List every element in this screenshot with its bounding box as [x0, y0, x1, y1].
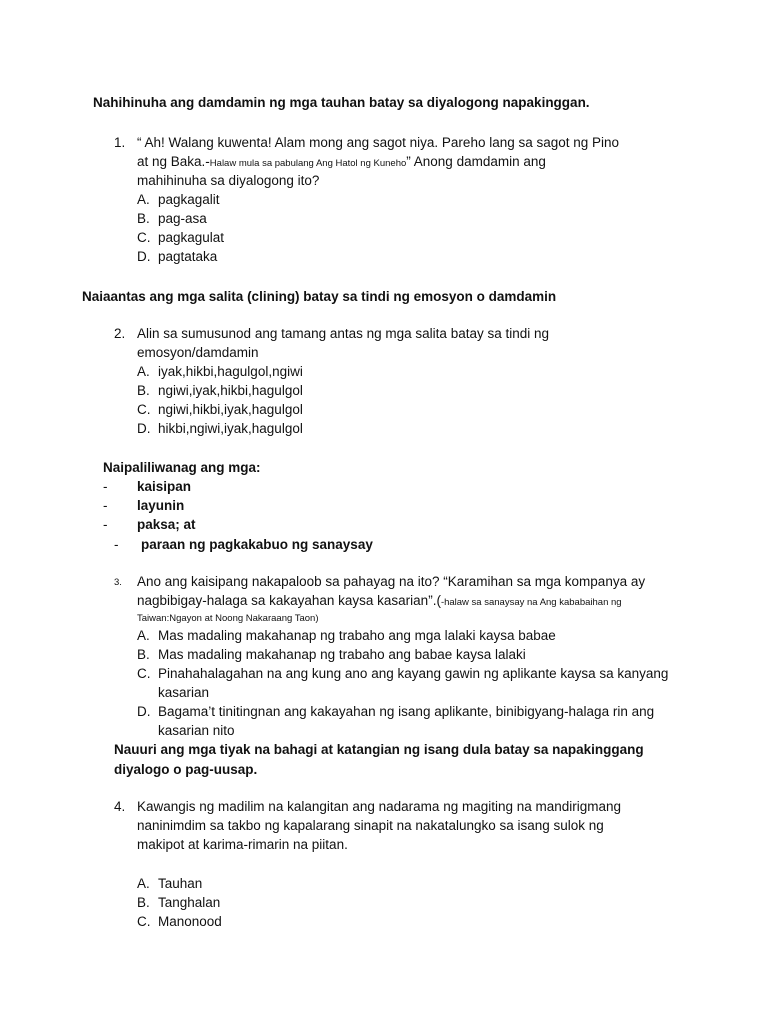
option-text: pagtataka	[158, 249, 218, 264]
option-letter: C.	[137, 402, 151, 417]
question-1-source: Halaw mula sa pabulang Ang Hatol ng Kuneho	[209, 158, 407, 169]
option-text: ngiwi,hikbi,iyak,hagulgol	[158, 402, 303, 417]
option-text-continued: kasarian	[158, 685, 210, 700]
section-heading-2: Naiaantas ang mga salita (clining) batay sa tindi ng emosyon o damdamin	[82, 289, 557, 304]
option-text: iyak,hikbi,hagulgol,ngiwi	[158, 364, 303, 379]
bullet-text: layunin	[137, 498, 185, 513]
option-letter: C.	[137, 666, 151, 681]
question-1-line-2b: ” Anong damdamin ang	[406, 154, 546, 169]
bullet-dash: -	[103, 517, 108, 532]
bullet-dash: -	[103, 498, 108, 513]
option-letter: B.	[137, 647, 150, 662]
option-text: Bagama’t tinitingnan ang kakayahan ng isang aplikante, binibigyang-halaga rin ang	[158, 704, 655, 719]
question-1-line-3: mahihinuha sa diyalogong ito?	[137, 173, 320, 188]
option-text: pagkagulat	[158, 230, 225, 245]
option-letter: B.	[137, 895, 150, 910]
option-letter: C.	[137, 230, 151, 245]
option-letter: D.	[137, 421, 151, 436]
question-3-source-line-2: Taiwan:Ngayon at Noong Nakaraang Taon)	[137, 613, 319, 624]
question-2-line-1: Alin sa sumusunod ang tamang antas ng mga salita batay sa tindi ng	[137, 326, 550, 341]
question-3-line-2	[137, 593, 622, 608]
option-letter: B.	[137, 383, 150, 398]
question-4-number: 4.	[114, 799, 126, 814]
option-letter: D.	[137, 704, 151, 719]
option-text: Manonood	[158, 914, 222, 929]
section-heading-4-line-1: Nauuri ang mga tiyak na bahagi at katangian ng isang dula batay sa napakinggang	[114, 742, 644, 757]
question-4-line-1: Kawangis ng madilim na kalangitan ang nadarama ng magiting na mandirigmang	[137, 799, 622, 814]
question-2-line-2: emosyon/damdamin	[137, 345, 259, 360]
question-1-line-2	[137, 154, 546, 169]
option-text: ngiwi,iyak,hikbi,hagulgol	[158, 383, 303, 398]
option-letter: A.	[137, 876, 150, 891]
section-heading-1: Nahihinuha ang damdamin ng mga tauhan batay sa diyalogong napakinggan.	[93, 95, 590, 110]
section-heading-4-line-2: diyalogo o pag-uusap.	[114, 762, 258, 777]
question-4-line-2: naninimdim sa takbo ng kapalarang sinapit na nakatalungko sa isang sulok ng	[137, 818, 604, 833]
question-1-number: 1.	[114, 135, 126, 150]
option-letter: B.	[137, 211, 150, 226]
option-text: Pinahahalagahan na ang kung ano ang kayang gawin ng aplikante kaysa sa kanyang	[158, 666, 669, 681]
question-1-line-2a: at ng Baka.-	[137, 154, 210, 169]
question-4-line-3: makipot at karima-rimarin na piitan.	[137, 837, 348, 852]
option-text: pagkagalit	[158, 192, 220, 207]
bullet-text: paksa; at	[137, 517, 196, 532]
option-text: Tauhan	[158, 876, 203, 891]
question-3-line-2a: nagbibigay-halaga sa kakayahan kaysa kasarian”.(	[137, 593, 441, 608]
option-text-continued: kasarian nito	[158, 723, 235, 738]
option-text: pag-asa	[158, 211, 207, 226]
option-text: Mas madaling makahanap ng trabaho ang mga lalaki kaysa babae	[158, 628, 556, 643]
option-letter: A.	[137, 192, 150, 207]
section-heading-3: Naipaliliwanag ang mga:	[103, 460, 261, 475]
option-letter: A.	[137, 364, 150, 379]
bullet-text: paraan ng pagkakabuo ng sanaysay	[141, 537, 373, 552]
bullet-dash: -	[114, 537, 119, 552]
question-3-line-1: Ano ang kaisipang nakapaloob sa pahayag na ito? “Karamihan sa mga kompanya ay	[137, 574, 646, 589]
question-3-source: -halaw sa sanaysay na Ang kababaihan ng	[440, 597, 622, 608]
option-letter: C.	[137, 914, 151, 929]
option-letter: D.	[137, 249, 151, 264]
bullet-text: kaisipan	[137, 479, 192, 494]
bullet-dash: -	[103, 479, 108, 494]
question-1-line-1: “ Ah! Walang kuwenta! Alam mong ang sagot niya. Pareho lang sa sagot ng Pino	[137, 135, 620, 150]
option-text: Tanghalan	[158, 895, 221, 910]
option-text: hikbi,ngiwi,iyak,hagulgol	[158, 421, 303, 436]
question-3-number: 3.	[114, 577, 122, 588]
option-letter: A.	[137, 628, 150, 643]
question-2-number: 2.	[114, 326, 126, 341]
option-text: Mas madaling makahanap ng trabaho ang babae kaysa lalaki	[158, 647, 526, 662]
